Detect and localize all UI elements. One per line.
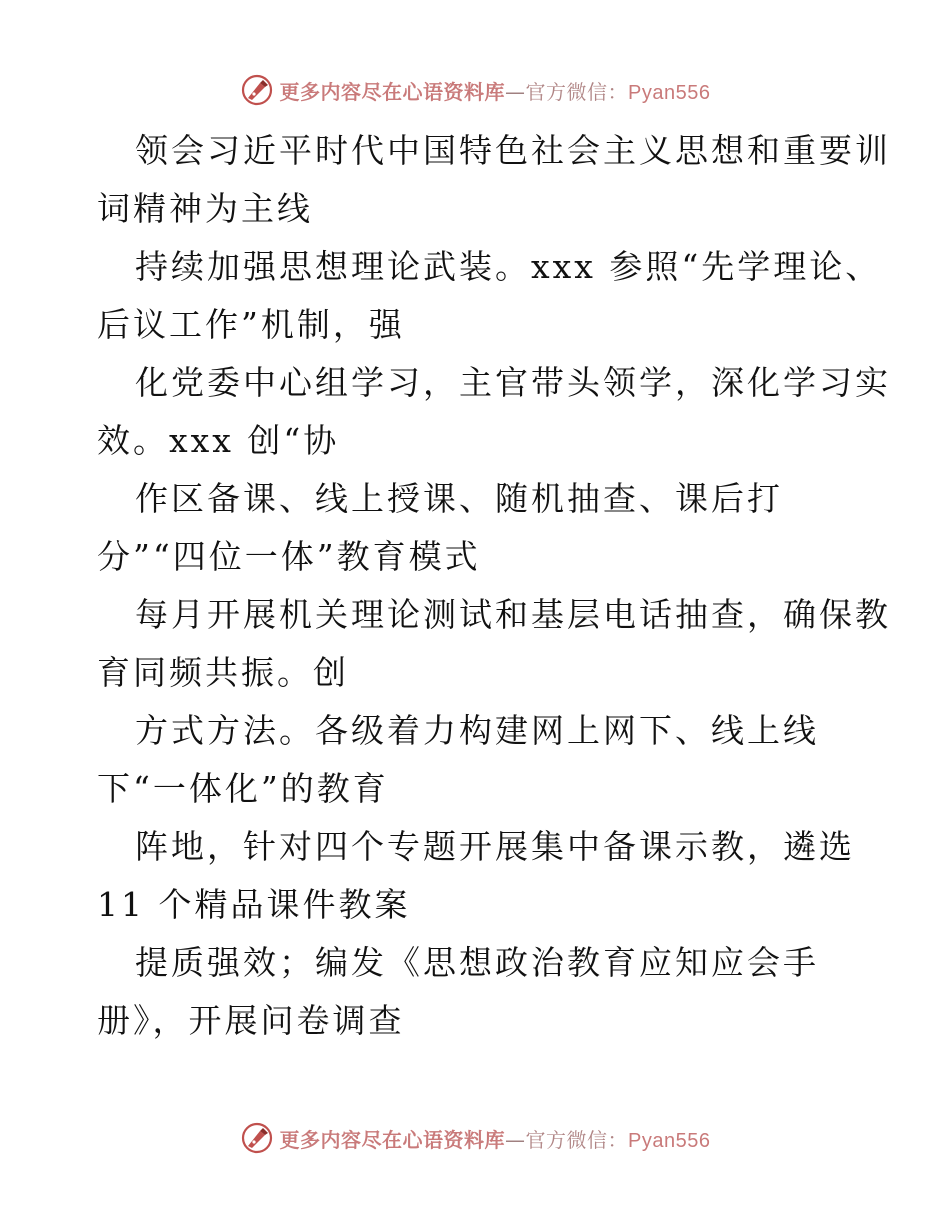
banner-inner <box>240 73 711 107</box>
text-line: 分”“四位一体”教育模式 <box>97 537 481 576</box>
text-line: 持续加强思想理论武装。xxx 参照“先学理论、 <box>135 247 882 286</box>
text-line: 每月开展机关理论测试和基层电话抽查，确保教 <box>135 595 891 634</box>
banner-wechat-id: Pyan556 <box>628 81 711 104</box>
text-line: 词精神为主线 <box>97 189 313 228</box>
text-line: 册》，开展问卷调查 <box>97 1001 405 1040</box>
banner-wechat-label: 官方微信： <box>525 79 629 104</box>
pen-nib-logo-icon <box>240 1121 274 1155</box>
banner-inner <box>240 1121 711 1155</box>
text-line: 下“一体化”的教育 <box>97 769 389 808</box>
banner-main-text: 更多内容尽在心语资料库 <box>279 79 506 104</box>
text-line: 后议工作”机制，强 <box>97 305 405 344</box>
pen-nib-logo-icon <box>240 73 274 107</box>
footer-banner <box>0 1118 950 1158</box>
text-line: 方式方法。各级着力构建网上网下、线上线 <box>135 711 819 750</box>
text-line: 阵地，针对四个专题开展集中备课示教，遴选 <box>135 827 855 866</box>
text-line: 领会习近平时代中国特色社会主义思想和重要训 <box>135 131 891 170</box>
banner-wechat-id: Pyan556 <box>628 1129 711 1152</box>
banner-text <box>280 1124 711 1153</box>
banner-separator: — <box>505 1127 526 1152</box>
text-line: 化党委中心组学习，主官带头领学，深化学习实 <box>135 363 891 402</box>
banner-wechat-label: 官方微信： <box>525 1127 629 1152</box>
banner-text <box>280 76 711 105</box>
text-line: 11 个精品课件教案 <box>97 885 411 924</box>
text-line: 提质强效；编发《思想政治教育应知应会手 <box>135 943 819 982</box>
text-line: 育同频共振。创 <box>97 653 349 692</box>
banner-separator: — <box>505 79 526 104</box>
banner-main-text: 更多内容尽在心语资料库 <box>279 1127 506 1152</box>
header-banner <box>0 70 950 110</box>
text-line: 作区备课、线上授课、随机抽查、课后打 <box>135 479 783 518</box>
document-body <box>97 122 891 1050</box>
text-line: 效。xxx 创“协 <box>97 421 340 460</box>
